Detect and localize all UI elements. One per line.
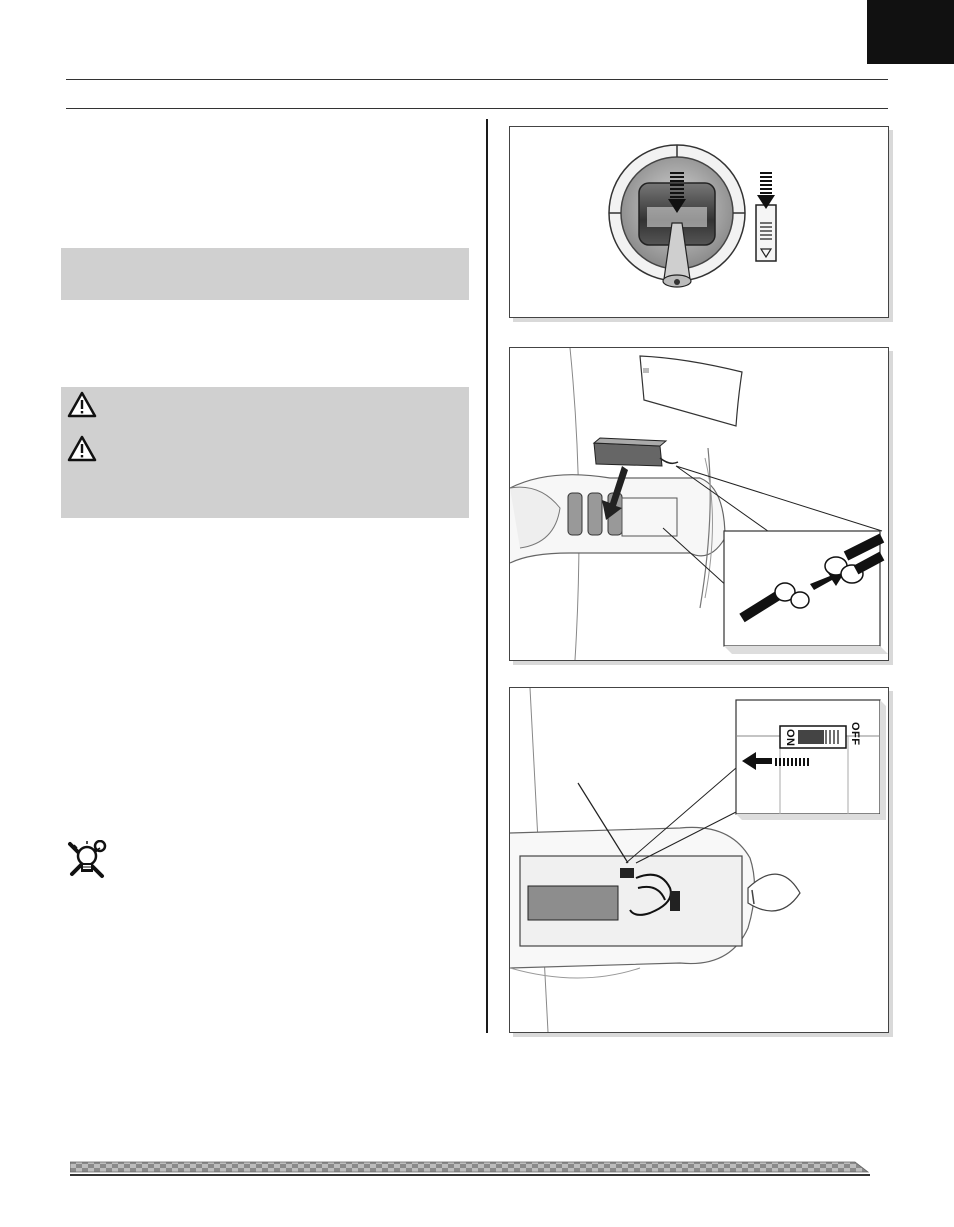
throttle-stick-figure <box>509 126 889 318</box>
switch-off-label: OFF <box>849 722 861 746</box>
warning-triangle-icon <box>67 435 97 462</box>
tools-lightbulb-icon <box>66 840 108 880</box>
note-box <box>61 248 469 300</box>
header-rule-bottom <box>66 108 888 109</box>
column-divider <box>486 119 488 1033</box>
battery-install-figure <box>509 347 889 661</box>
caution-box <box>61 387 469 518</box>
header-rule-top <box>66 79 888 80</box>
warning-triangle-icon <box>67 391 97 418</box>
section-tab <box>867 0 954 64</box>
footer-checkered-bar <box>70 1160 870 1182</box>
esc-switch-figure <box>509 687 889 1033</box>
switch-on-label: ON <box>784 729 796 747</box>
